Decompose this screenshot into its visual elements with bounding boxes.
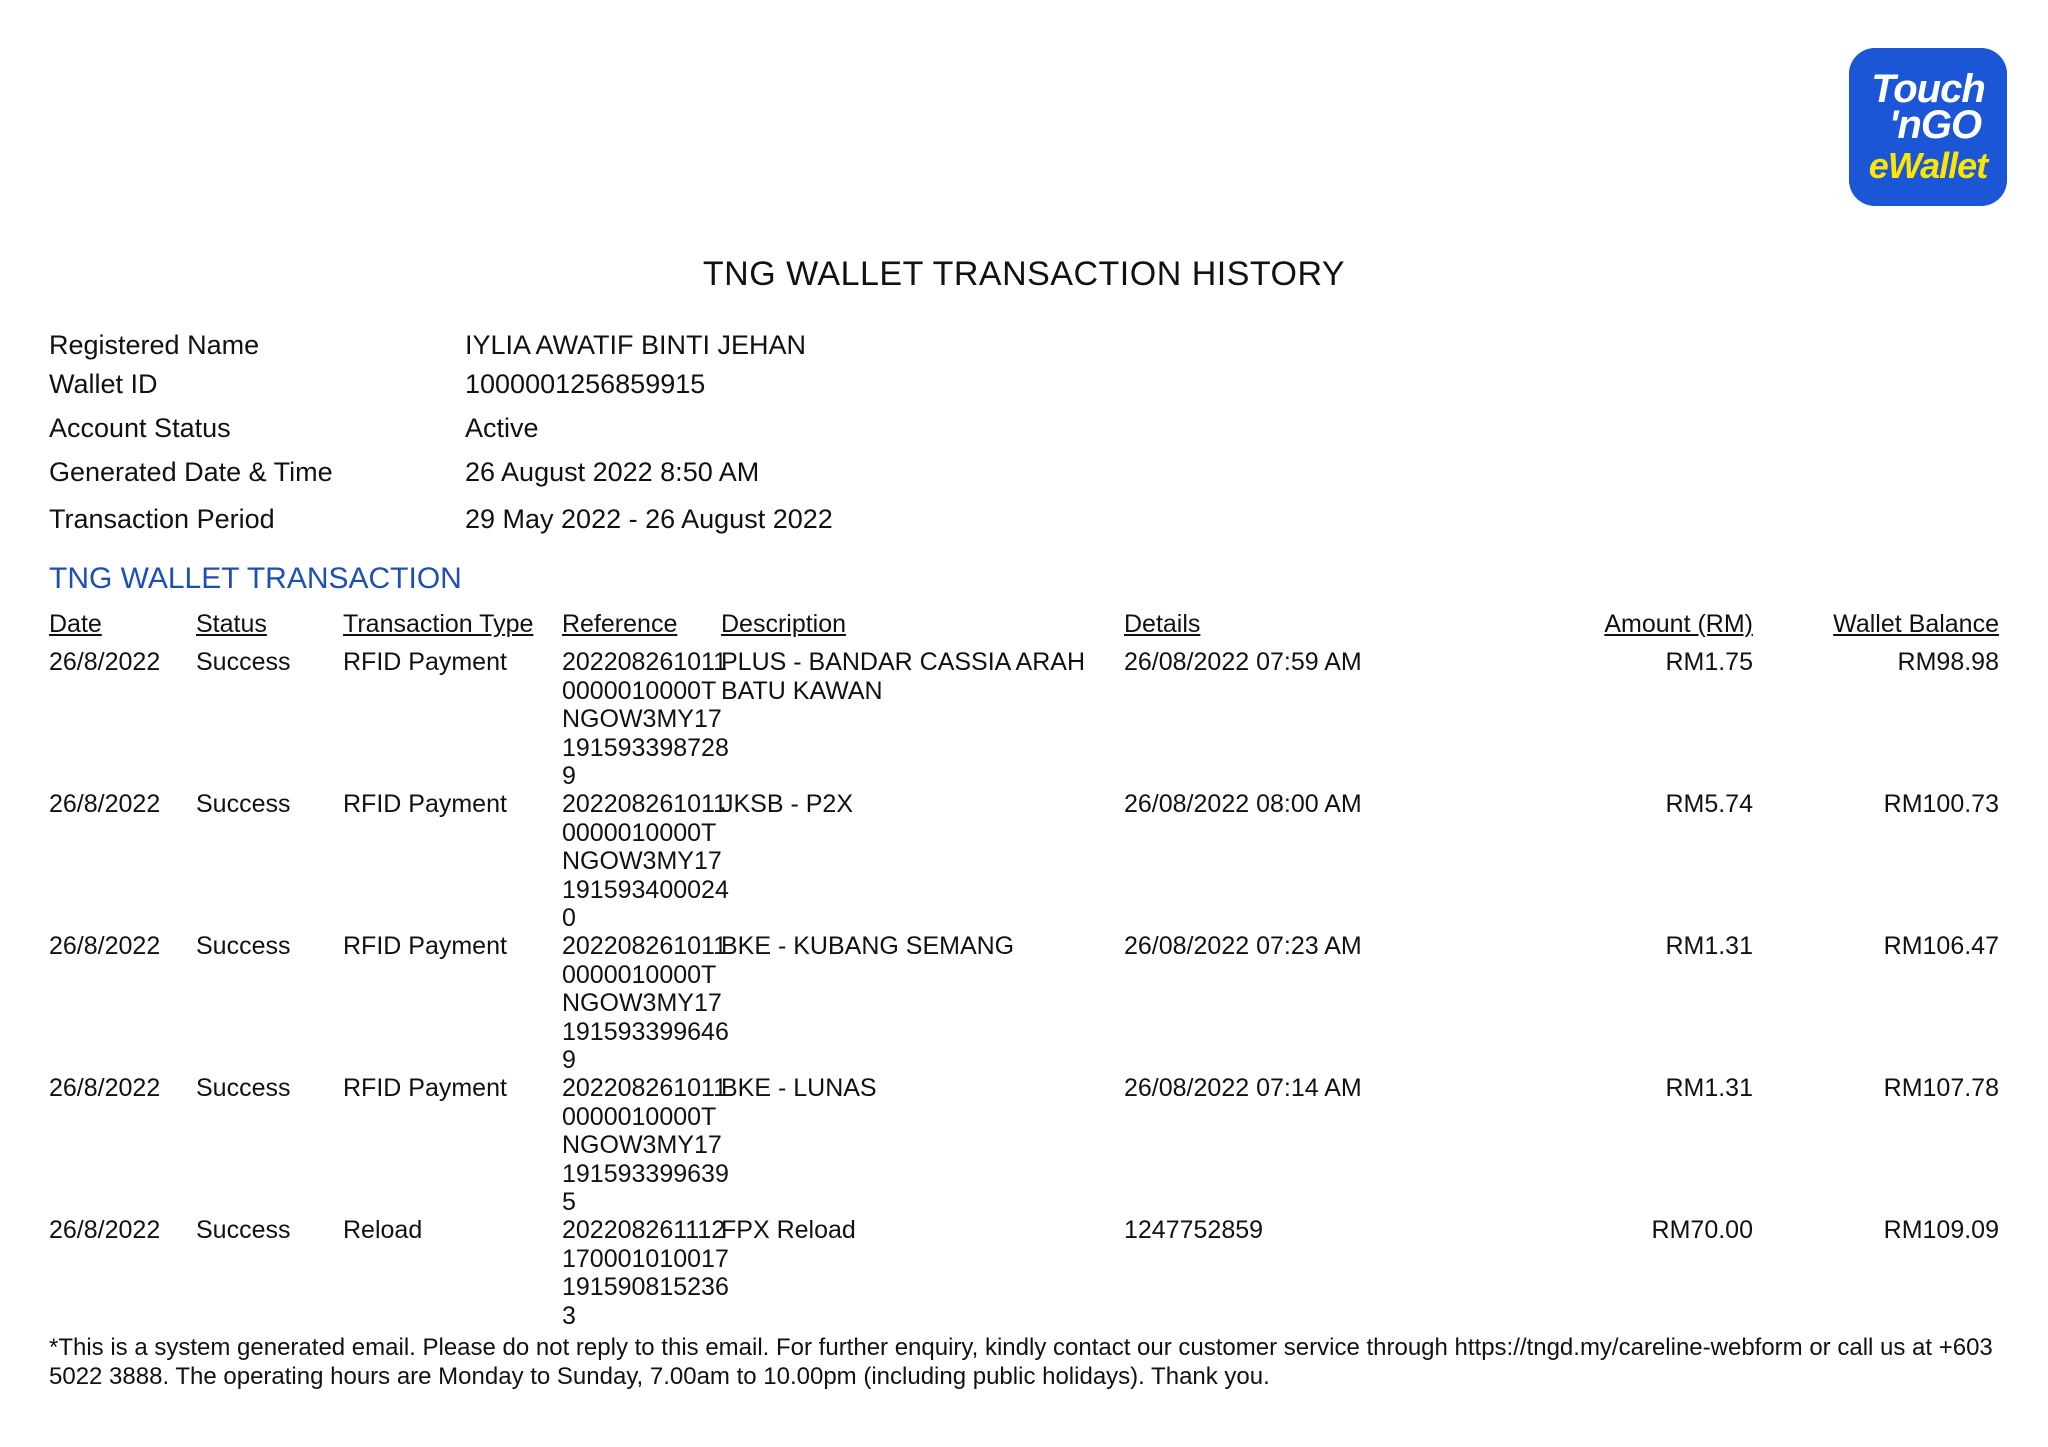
table-row xyxy=(0,1074,2048,1216)
column-header-amount: Amount (RM) xyxy=(1604,610,1753,638)
cell-type: Reload xyxy=(343,1216,423,1244)
cell-reference: 2022082610110000010000TNGOW3MY171915933996395 xyxy=(562,1074,729,1216)
cell-description: BKE - LUNAS xyxy=(721,1074,877,1102)
touch-n-go-ewallet-logo xyxy=(1849,48,2007,206)
info-label: Account Status xyxy=(49,413,231,443)
cell-amount: RM1.75 xyxy=(1665,648,1753,676)
cell-description: PLUS - BANDAR CASSIA ARAH BATU KAWAN xyxy=(721,648,1086,705)
info-value: 29 May 2022 - 26 August 2022 xyxy=(465,504,833,534)
cell-reference: 202208261112170001010017191590815​2363 xyxy=(562,1216,729,1330)
info-value: IYLIA AWATIF BINTI JEHAN xyxy=(465,330,807,360)
cell-status: Success xyxy=(196,932,291,960)
cell-status: Success xyxy=(196,648,291,676)
info-label: Transaction Period xyxy=(49,504,275,534)
document-title: TNG WALLET TRANSACTION HISTORY xyxy=(702,255,1346,293)
cell-type: RFID Payment xyxy=(343,790,507,818)
column-header-status: Status xyxy=(196,610,267,638)
cell-status: Success xyxy=(196,1216,291,1244)
table-row xyxy=(0,1216,2048,1331)
cell-balance: RM109.09 xyxy=(1883,1216,1999,1244)
column-header-details: Details xyxy=(1124,610,1201,638)
cell-status: Success xyxy=(196,1074,291,1102)
cell-balance: RM98.98 xyxy=(1897,648,1999,676)
cell-details: 26/08/2022 07:23 AM xyxy=(1124,932,1362,960)
cell-balance: RM100.73 xyxy=(1883,790,1999,818)
footnote-disclaimer: *This is a system generated email. Please do not reply to this email. For further enquiry, kindly contact our customer service through https://tngd.my/careline-webform or call us at +603 5022 3888. The operating hours are Monday to Sunday, 7.00am to 10.00pm (including public holidays). Thank you. xyxy=(49,1334,1993,1390)
cell-details: 26/08/2022 07:14 AM xyxy=(1124,1074,1362,1102)
logo-line-2: 'nGO xyxy=(1888,103,1982,147)
cell-reference: 2022082610110000010000TNGOW3MY171915934000240 xyxy=(562,790,729,932)
table-row xyxy=(0,648,2048,790)
cell-amount: RM1.31 xyxy=(1665,1074,1753,1102)
section-title: TNG WALLET TRANSACTION xyxy=(49,562,462,595)
cell-description: FPX Reload xyxy=(721,1216,856,1244)
cell-details: 26/08/2022 08:00 AM xyxy=(1124,790,1362,818)
cell-details: 1247752859 xyxy=(1124,1216,1264,1244)
cell-amount: RM5.74 xyxy=(1665,790,1753,818)
info-value: 26 August 2022 8:50 AM xyxy=(465,457,760,487)
column-header-balance: Wallet Balance xyxy=(1833,610,1999,638)
cell-date: 26/8/2022 xyxy=(49,790,161,818)
cell-amount: RM70.00 xyxy=(1651,1216,1753,1244)
cell-description: BKE - KUBANG SEMANG xyxy=(721,932,1015,960)
logo-line-3: eWallet xyxy=(1868,145,1988,186)
logo-line-1: Touch xyxy=(1871,67,1985,111)
cell-date: 26/8/2022 xyxy=(49,1216,161,1244)
column-header-type: Transaction Type xyxy=(343,610,534,638)
cell-description: JKSB - P2X xyxy=(721,790,853,818)
column-header-reference: Reference xyxy=(562,610,678,638)
cell-type: RFID Payment xyxy=(343,1074,507,1102)
table-row xyxy=(0,790,2048,932)
cell-amount: RM1.31 xyxy=(1665,932,1753,960)
cell-date: 26/8/2022 xyxy=(49,648,161,676)
column-header-date: Date xyxy=(49,610,102,638)
info-value: Active xyxy=(465,413,539,443)
cell-reference: 2022082610110000010000TNGOW3MY171915933987289 xyxy=(562,648,729,790)
table-header xyxy=(0,610,2048,644)
cell-type: RFID Payment xyxy=(343,648,507,676)
cell-details: 26/08/2022 07:59 AM xyxy=(1124,648,1362,676)
cell-reference: 2022082610110000010000TNGOW3MY171915933996469 xyxy=(562,932,729,1074)
table-row xyxy=(0,932,2048,1074)
cell-date: 26/8/2022 xyxy=(49,932,161,960)
cell-status: Success xyxy=(196,790,291,818)
info-label: Generated Date & Time xyxy=(49,457,333,487)
info-value: 1000001256859915 xyxy=(465,369,706,399)
column-header-description: Description xyxy=(721,610,847,638)
info-label: Registered Name xyxy=(49,330,260,360)
cell-balance: RM106.47 xyxy=(1883,932,1999,960)
cell-type: RFID Payment xyxy=(343,932,507,960)
cell-date: 26/8/2022 xyxy=(49,1074,161,1102)
cell-balance: RM107.78 xyxy=(1883,1074,1999,1102)
info-label: Wallet ID xyxy=(49,369,158,399)
